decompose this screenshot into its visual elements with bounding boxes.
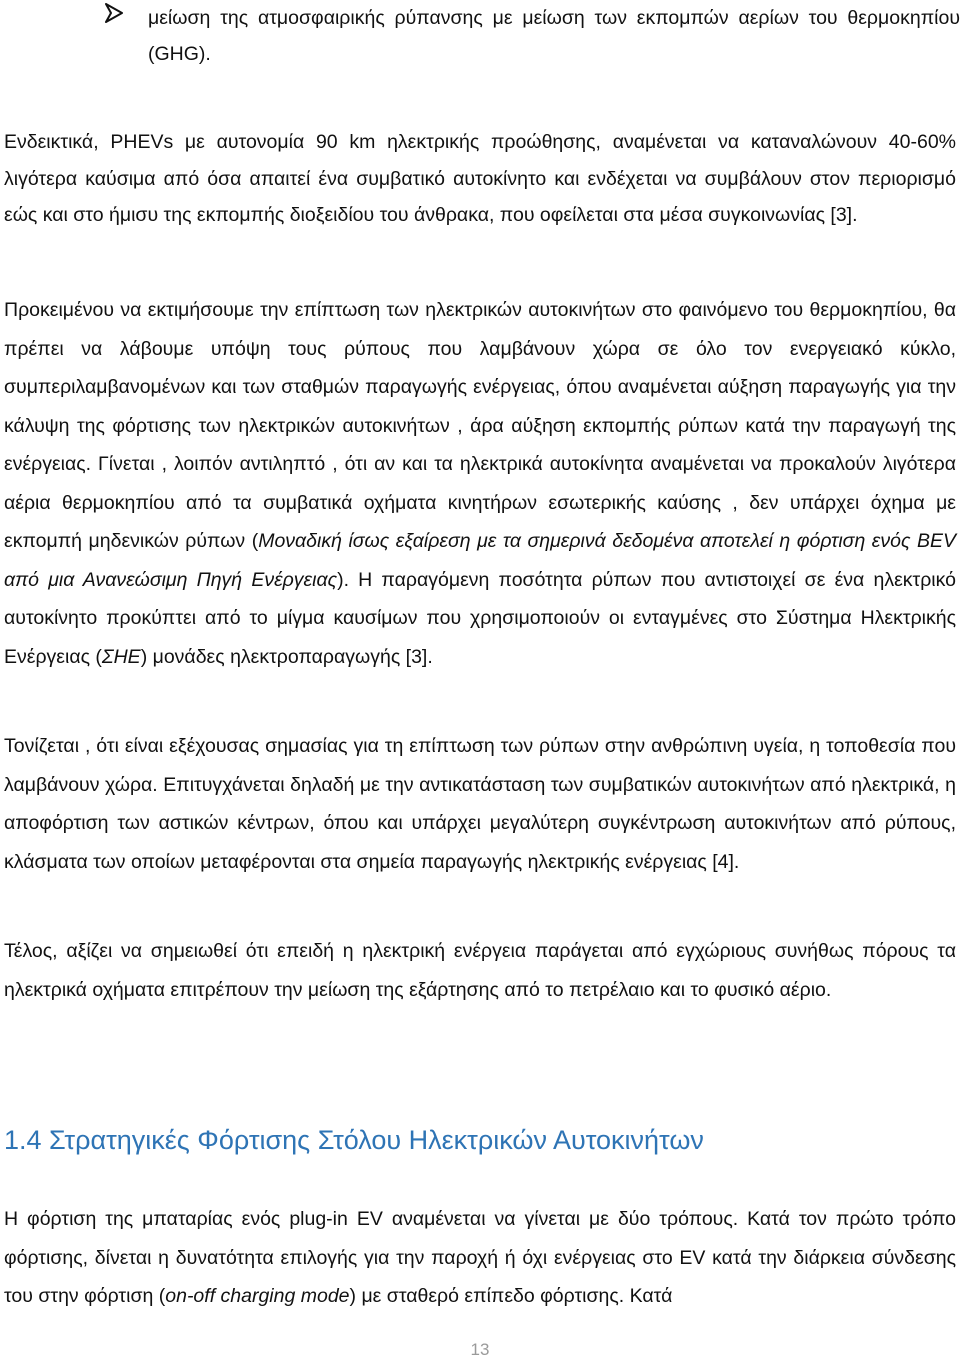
italic-text: Μοναδική ίσως εξαίρεση με τα σημερινά δεδομένα αποτελεί η φόρτιση ενός BEV από μια Ανανεώσιμη Πηγή Ενέργειας [4,530,957,591]
paragraph-health-location: Τονίζεται , ότι είναι εξέχουσας σημασίας για τη επίπτωση των ρύπων στην ανθρώπινη υγεία, η τοποθεσία που λαμβάνουν χώρα. Επιτυγχάνεται δηλαδή με την αντικατάσταση των συμβατικών αυτοκινήτων από ηλεκτρικά, η αποφόρτιση των αστικών κέντρων, όπου και υπάρχει μεγαλύτερη συγκέντρωση αυτοκινήτων από ρύπους, κλάσματα των οποίων μεταφέρονται στα σημεία παραγωγής ηλεκτρικής ενέργειας [4]. [4,735,956,873]
paragraph-text: ) με σταθερό επίπεδο φόρτισης. Κατά [349,1285,673,1307]
arrow-bullet-icon [104,3,124,23]
paragraph-energy-dependence: Τέλος, αξίζει να σημειωθεί ότι επειδή η ηλεκτρική ενέργεια παράγεται από εγχώριους συνήθως πόρους τα ηλεκτρικά οχήματα επιτρέπουν την μείωση της εξάρτησης από το πετρέλαιο και το φυσικό αέριο. [4,940,956,1001]
italic-text: on-off charging mode [165,1285,350,1307]
paragraph-text: Η φόρτιση της μπαταρίας ενός plug-in EV αναμένεται να γίνεται με δύο τρόπους. Κατά τον πρώτο τρόπο φόρτισης, δίνεται η δυνατότητα επιλογής για την παροχή ή όχι ενέργειας στο EV κατά την διάρκεια σύνδεσης του στην φόρτιση ( [4,1208,956,1307]
section-heading: 1.4 Στρατηγικές Φόρτισης Στόλου Ηλεκτρικών Αυτοκινήτων [4,1125,704,1155]
paragraph-text: ). Η παραγόμενη ποσότητα ρύπων που αντιστοιχεί σε ένα ηλεκτρικό αυτοκίνητο προκύπτει από το μίγμα καυσίμων που χρησιμοποιούν οι ενταγμένες στο Σύστημα Ηλεκτρικής Ενέργειας ( [4,568,957,668]
paragraph-text: ) μονάδες ηλεκτροπαραγωγής [3]. [140,645,433,668]
page-number: 13 [470,1340,490,1359]
bullet-text: μείωση της ατμοσφαιρικής ρύπανσης με μείωση των εκπομπών αερίων του θερμοκηπίου (GHG). [148,7,960,65]
paragraph-phev-consumption: Ενδεικτικά, PHEVs με αυτονομία 90 km ηλεκτρικής προώθησης, αναμένεται να καταναλώνουν 40-60% λιγότερα καύσιμα από όσα απαιτεί ένα συμβατικό αυτοκίνητο και ενδέχεται να συμβάλουν στον περιορισμό εώς και στο ήμισυ της εκπομπής διοξειδίου του άνθρακα, που οφείλεται στα μέσα συγκοινωνίας [3]. [4,131,956,226]
paragraph-text: Προκειμένου να εκτιμήσουμε την επίπτωση των ηλεκτρικών αυτοκινήτων στο φαινόμενο του θερμοκηπίου, θα πρέπει να λάβουμε υπόψη τους ρύπους που λαμβάνουν χώρα σε όλο τον ενεργειακό κύκλο, συμπεριλαμβανομένων και των σταθμών παραγωγής ενέργειας, όπου αναμένεται αύξηση παραγωγής για την κάλυψη της φόρτισης των ηλεκτρικών αυτοκινήτων , άρα αύξηση εκπομπής ρύπων κατά την παραγωγή της ενέργειας. Γίνεται , λοιπόν αντιληπτό , ότι αν και τα ηλεκτρικά αυτοκίνητα αναμένεται να προκαλούν λιγότερα αέρια θερμοκηπίου από τα συμβατικά οχήματα κινητήρων εσωτερικής καύσης , δεν υπάρχει όχημα με εκπομπή μηδενικών ρύπων ( [4,299,956,552]
paragraph-greenhouse-impact [4,291,956,676]
italic-text: ΣΗΕ [101,645,141,668]
paragraph-charging-modes [4,1200,956,1316]
